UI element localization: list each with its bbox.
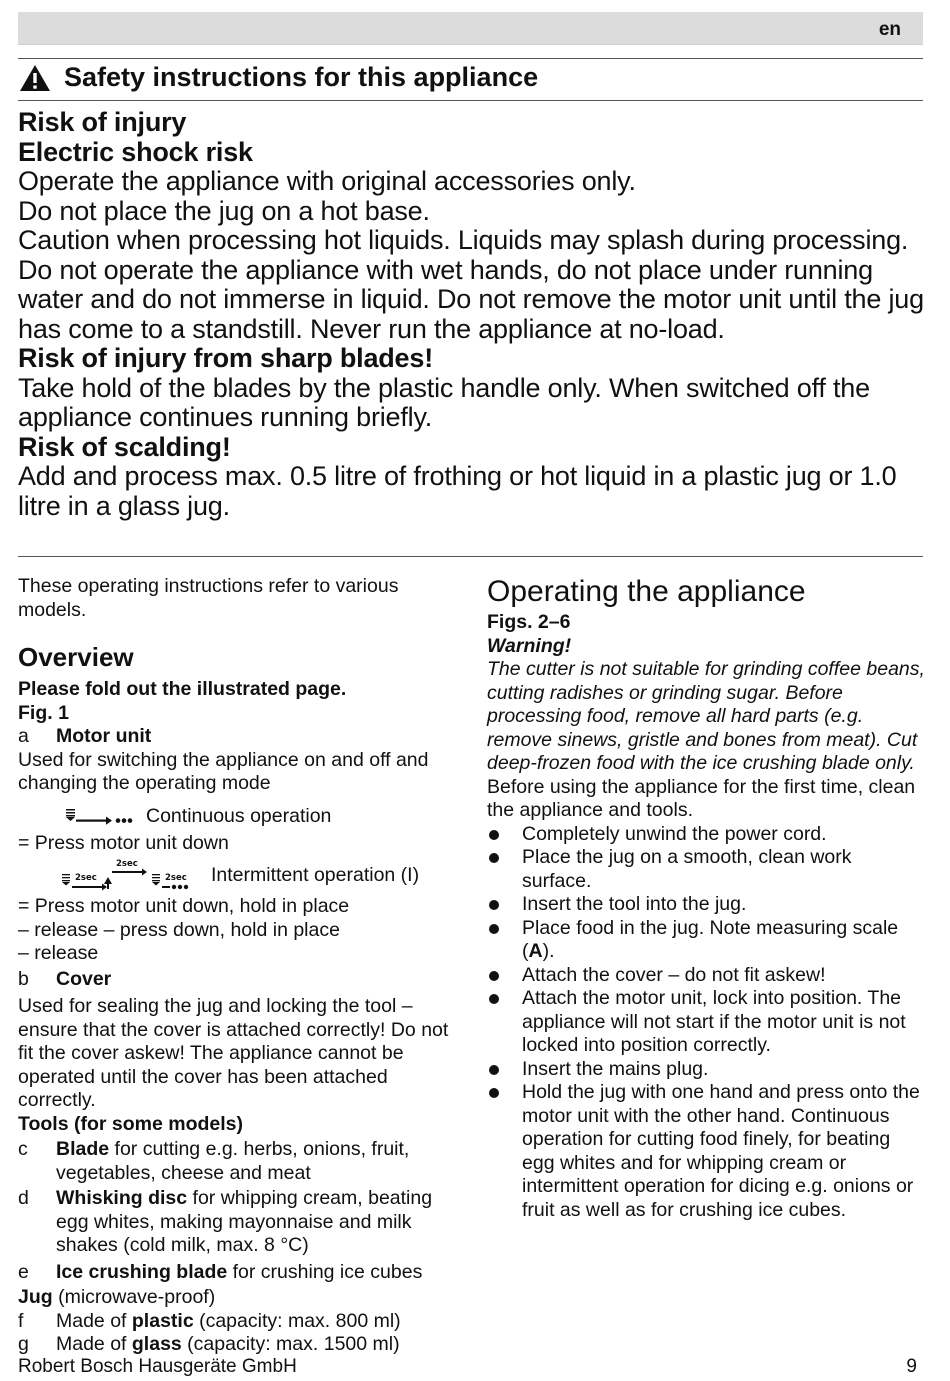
list-item <box>487 917 925 964</box>
safety-text-blades: Take hold of the blades by the plastic handle only. When switched off the appliance continues running briefly. <box>18 372 870 432</box>
bullet-icon <box>487 1081 522 1222</box>
list-item-pre: Place food in the jug. Note measuring scale ( <box>522 916 899 962</box>
list-item-text: Place the jug on a smooth, clean work surface. <box>522 846 852 892</box>
list-item-post: ). <box>542 940 555 962</box>
item-e <box>18 1261 458 1285</box>
list-item-text <box>522 917 925 964</box>
bullet-icon <box>487 1058 522 1082</box>
intermittent-desc-1: = Press motor unit down, hold in place <box>18 895 350 917</box>
safety-instructions <box>18 108 928 521</box>
item-title: Motor unit <box>56 725 152 747</box>
icon-2sec-label-2: 2sec <box>116 859 138 869</box>
continuous-operation-label: Continuous operation <box>146 804 332 827</box>
bullet-icon <box>487 917 522 964</box>
bullet-icon <box>487 987 522 1058</box>
item-text <box>56 1261 458 1285</box>
list-item-text: Insert the tool into the jug. <box>522 893 747 915</box>
item-bold: glass <box>131 1333 182 1355</box>
list-item <box>487 1081 925 1222</box>
bullet-icon <box>487 893 522 917</box>
motor-unit-description: Used for switching the appliance on and off and changing the operating mode <box>18 748 429 794</box>
item-key: e <box>18 1260 29 1283</box>
figures-ref: Figs. 2–6 <box>487 611 571 633</box>
operating-heading: Operating the appliance <box>487 575 806 608</box>
item-g <box>18 1333 458 1357</box>
right-column <box>487 575 925 1222</box>
bullet-icon <box>487 823 522 847</box>
bullet-icon <box>487 964 522 988</box>
tools-heading: Tools (for some models) <box>18 1112 243 1135</box>
item-rest: for cutting e.g. herbs, onions, fruit, vegetables, cheese and meat <box>56 1138 410 1184</box>
list-item-text: Attach the cover – do not fit askew! <box>522 963 826 986</box>
list-item-text: Insert the mains plug. <box>522 1057 709 1080</box>
jug-bold: Jug <box>18 1286 53 1308</box>
list-item-text: Attach the motor unit, lock into position. The appliance will not start if the motor unit is not locked into position correctly. <box>522 987 906 1056</box>
icon-2sec-label-1: 2sec <box>75 873 97 883</box>
list-item <box>487 893 925 917</box>
safety-text-hot-liquids: Caution when processing hot liquids. Liquids may splash during processing. Do not operate the appliance with wet hands, do not place under running water and do not immerse in liquid. Do not remove the motor unit until the jug has come to a standstill. Never run the appliance at no-load. <box>18 225 924 344</box>
language-bar <box>18 12 923 45</box>
icon-2sec-label-3: 2sec <box>165 873 187 883</box>
continuous-operation-desc: = Press motor unit down <box>18 831 229 854</box>
item-key: d <box>18 1187 29 1209</box>
bullet-icon <box>487 846 522 893</box>
jug-rest: (microwave-proof) <box>52 1286 216 1308</box>
safety-text-hot-base: Do not place the jug on a hot base. <box>18 195 430 226</box>
item-d <box>18 1187 458 1258</box>
item-text <box>56 1138 458 1185</box>
sharp-blades-heading: Risk of injury from sharp blades! <box>18 343 433 373</box>
list-item <box>487 1058 925 1082</box>
item-key: b <box>18 967 29 990</box>
jug-heading <box>18 1286 458 1310</box>
item-bold: Whisking disc <box>56 1187 188 1209</box>
footer-company: Robert Bosch Hausgeräte GmbH <box>18 1356 297 1377</box>
item-bold: plastic <box>131 1309 194 1332</box>
overview-heading: Overview <box>18 642 134 672</box>
item-text <box>56 1333 458 1357</box>
item-a <box>18 725 458 749</box>
safety-heading <box>18 62 538 93</box>
item-text <box>56 1310 458 1334</box>
item-key: g <box>18 1333 29 1355</box>
item-bold: Ice crushing blade <box>56 1260 228 1283</box>
list-item <box>487 846 925 893</box>
fold-out-note: Please fold out the illustrated page. <box>18 678 347 700</box>
item-rest: for crushing ice cubes <box>227 1260 423 1283</box>
list-item <box>487 987 925 1058</box>
intermittent-operation-icon <box>56 859 211 893</box>
list-item <box>487 823 925 847</box>
intermittent-operation-label: Intermittent operation (I) <box>211 864 420 887</box>
item-c <box>18 1138 458 1185</box>
warning-text: The cutter is not suitable for grinding coffee beans, cutting radishes or grinding sugar. Before processing food, remove all hard parts (e.g. remove sinews, gristle and bones from meat). Cut deep-frozen food with the ice crushing blade only. <box>487 658 925 774</box>
figure-ref: Fig. 1 <box>18 701 69 724</box>
item-bold: Blade <box>56 1138 110 1160</box>
electric-shock-heading: Electric shock risk <box>18 136 253 167</box>
item-text <box>56 1187 458 1258</box>
left-column <box>18 575 458 1357</box>
safety-title: Safety instructions for this appliance <box>64 62 539 92</box>
item-rest: (capacity: max. 800 ml) <box>193 1309 401 1332</box>
safety-bottom-rule <box>18 556 923 557</box>
list-item <box>487 964 925 988</box>
language-code: en <box>878 19 901 40</box>
risk-injury-heading: Risk of injury <box>18 107 187 137</box>
warning-triangle-icon <box>18 63 52 93</box>
scalding-heading: Risk of scalding! <box>18 431 231 462</box>
intermittent-desc-2: – release – press down, hold in place <box>18 918 340 941</box>
safety-title-rule <box>18 100 923 101</box>
item-key: a <box>18 725 29 747</box>
item-pre: Made of <box>56 1309 132 1332</box>
item-f <box>18 1310 458 1334</box>
item-title: Cover <box>56 967 112 990</box>
safety-text-accessories: Operate the appliance with original accessories only. <box>18 166 636 196</box>
item-rest: (capacity: max. 1500 ml) <box>181 1333 400 1355</box>
item-b <box>18 968 458 992</box>
item-key: f <box>18 1309 24 1332</box>
page-number: 9 <box>906 1356 917 1377</box>
continuous-operation-icon <box>56 806 146 828</box>
intro-text: These operating instructions refer to various models. <box>18 575 399 621</box>
before-first-use: Before using the appliance for the first time, clean the appliance and tools. <box>487 775 916 821</box>
measuring-scale-label: A <box>528 940 543 962</box>
intermittent-operation-row <box>56 857 458 895</box>
item-key: c <box>18 1138 28 1160</box>
list-item-text: Hold the jug with one hand and press onto the motor unit with the other hand. Continuous operation for cutting food finely, for beating egg whites and for whipping cream or intermittent operation for dicing e.g. onions or fruit as well as for crushing ice cubes. <box>522 1081 920 1221</box>
list-item-text: Completely unwind the power cord. <box>522 822 827 845</box>
intermittent-desc-3: – release <box>18 942 99 964</box>
warning-label: Warning! <box>487 634 572 657</box>
safety-text-scalding: Add and process max. 0.5 litre of frothing or hot liquid in a plastic jug or 1.0 litre in a glass jug. <box>18 461 897 521</box>
cover-description: Used for sealing the jug and locking the tool – ensure that the cover is attached correctly! Do not fit the cover askew! The appliance cannot be operated until the cover has been attached correctly. <box>18 995 449 1111</box>
item-pre: Made of <box>56 1333 132 1355</box>
continuous-operation-row <box>56 802 458 832</box>
top-rule <box>18 58 923 59</box>
item-rest: for whipping cream, beating egg whites, making mayonnaise and milk shakes (cold milk, max. 8 °C) <box>56 1187 433 1256</box>
